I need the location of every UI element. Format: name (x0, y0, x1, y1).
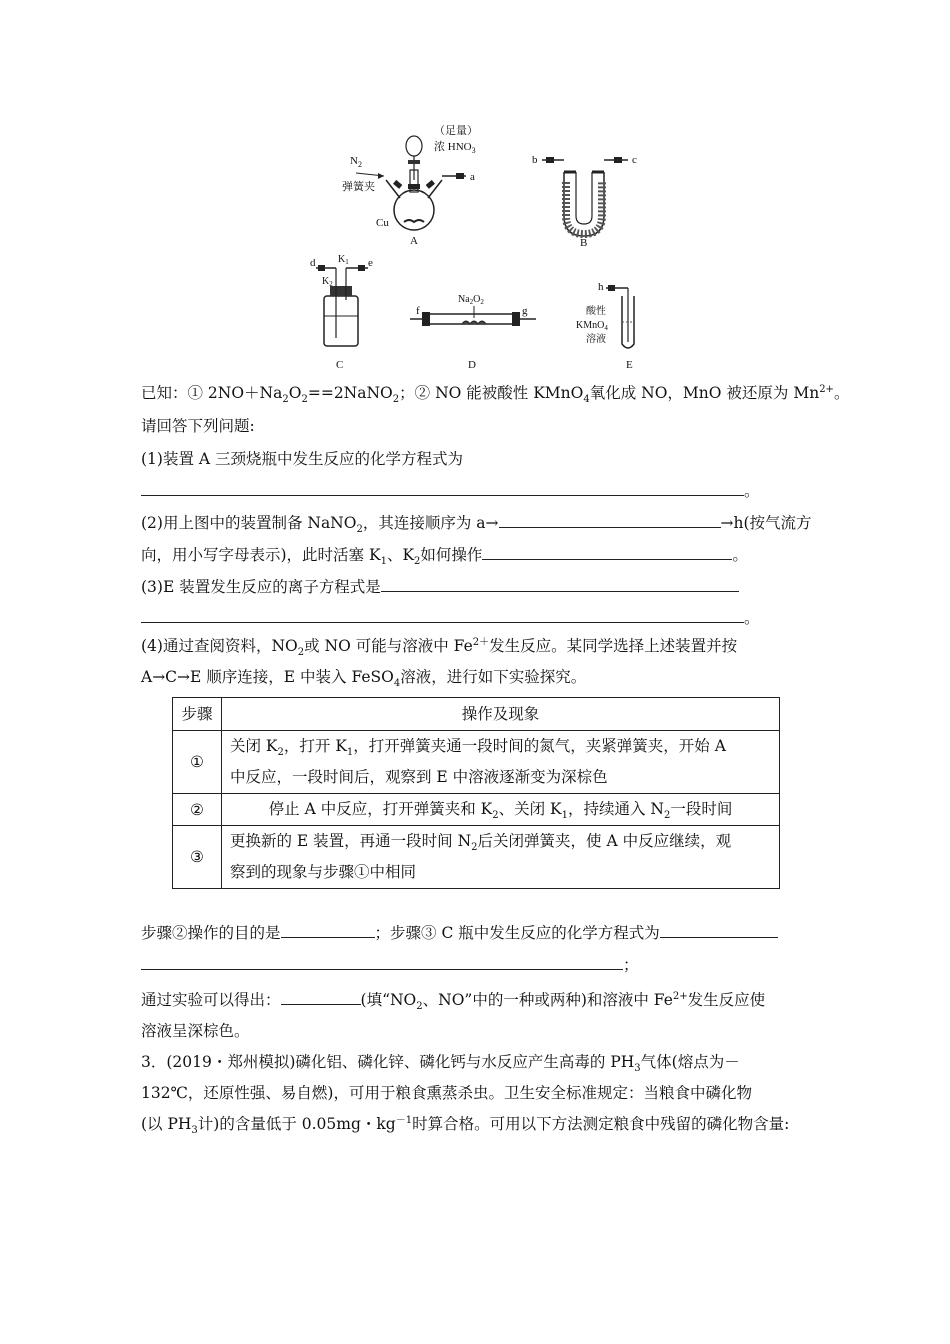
header-step: 步骤 (173, 698, 222, 731)
answer-blank[interactable] (381, 577, 739, 592)
c-k2: $K_2$ (322, 276, 333, 288)
apparatus-d (410, 294, 536, 371)
step-description: 关闭 $K_2$，打开 $K_1$，打开弹簧夹通一段时间的氮气，夹紧弹簧夹，开始 A 中反应，一段时间后，观察到 E 中溶液逐渐变为深棕色 (222, 731, 780, 794)
apparatus-c (310, 254, 373, 371)
c-k1: $K_1$ (338, 254, 349, 266)
step-description: 更换新的 E 装置，再通一段时间 $N_2$后关闭弹簧夹，使 A 中反应继续，观 察到的现象与步骤①中相同 (222, 826, 780, 889)
b-port-c: c (632, 154, 637, 166)
table-row (173, 731, 780, 794)
c-port-d: d (310, 257, 316, 269)
step-number: ① (173, 731, 222, 794)
step-number: ③ (173, 826, 222, 889)
answer-blank[interactable] (499, 513, 721, 528)
answer-blank[interactable] (660, 923, 778, 938)
e-reagent-line1: 酸性 (586, 306, 606, 317)
problem-3-line3: (以 $PH_3$计)的含量低于 0.05mg・$kg^{-1}$时算合格。可用以下方法测定粮食中残留的磷化物含量: (141, 1114, 790, 1137)
question-1-answer-line: 。 (141, 481, 821, 501)
answer-blank[interactable] (141, 608, 744, 623)
e-reagent-line3: 溶液 (586, 334, 606, 345)
known-info: 已知：① $2NO+Na_2O_2==2NaNO_2$；② NO 能被酸性 KMnO$_4$氧化成 NO，MnO 被还原为 $Mn^{2+}$。 (141, 383, 850, 406)
b-port-b: b (532, 154, 538, 166)
apparatus-b (532, 154, 637, 249)
e-reagent-line2: KMnO$_4$ (576, 320, 608, 332)
a-label: A (410, 235, 418, 247)
question-2-line1: (2)用上图中的装置制备 NaNO$_2$，其连接顺序为 a→ →h(按气流方 (141, 514, 812, 536)
question-1: (1)装置 A 三颈烧瓶中发生反应的化学方程式为 (141, 450, 464, 468)
a-note: （足量） (434, 125, 478, 137)
steps-table (172, 697, 780, 889)
conclusion-line2: 溶液呈深棕色。 (141, 1022, 250, 1040)
apparatus-a (342, 124, 478, 247)
a-metal: Cu (376, 217, 389, 229)
equation-answer-line: ； (141, 955, 821, 975)
table-row (173, 794, 780, 826)
apparatus-figure (296, 118, 656, 378)
a-reagent: 浓 $HNO_3$ (434, 141, 476, 155)
question-4-line1: (4)通过查阅资料，$NO_2$或 NO 可能与溶液中 $Fe^{2+}$发生反应。某同学选择上述装置并按 (141, 636, 738, 659)
conclusion-line1: 通过实验可以得出： (填“$NO_2$、NO”中的一种或两种)和溶液中 $Fe^{2+}$发生反应使 (141, 990, 766, 1013)
e-port-h: h (598, 281, 604, 293)
answer-blank[interactable] (141, 955, 623, 970)
a-port: a (470, 171, 475, 183)
apparatus-e (576, 281, 634, 371)
answer-blank[interactable] (281, 990, 361, 1005)
answer-blank[interactable] (141, 481, 744, 496)
d-reagent: $Na_2O_2$ (458, 294, 484, 306)
apparatus-drawing (296, 118, 656, 378)
problem-3-line1: 3．(2019・郑州模拟)磷化铝、磷化锌、磷化钙与水反应产生高毒的 $PH_3$气体(熔点为－ (141, 1053, 740, 1075)
answer-blank[interactable] (281, 923, 375, 938)
prompt: 请回答下列问题: (141, 417, 255, 435)
step-description: 停止 A 中反应，打开弹簧夹和 $K_2$、关闭 $K_1$，持续通入 $N_2$一段时间 (222, 794, 780, 826)
step-number: ② (173, 794, 222, 826)
d-label: D (468, 359, 476, 371)
d-port-g: g (522, 305, 528, 317)
header-operation: 操作及现象 (222, 698, 780, 731)
a-gas: $N_2$ (350, 155, 362, 169)
question-3-answer-line: 。 (141, 608, 821, 628)
table-header-row (173, 698, 780, 731)
question-4-line2: A→C→E 顺序连接，E 中装入 FeSO$_4$溶液，进行如下实验探究。 (141, 668, 587, 690)
question-2-line2: 向，用小写字母表示)，此时活塞 $K_1$、$K_2$如何操作 。 (141, 546, 748, 568)
b-label: B (580, 237, 588, 249)
problem-3-line2: 132℃，还原性强、易自燃)，可用于粮食熏蒸杀虫。卫生安全标准规定：当粮食中磷化物 (141, 1084, 752, 1102)
c-port-e: e (368, 257, 373, 269)
c-label: C (336, 359, 344, 371)
a-clamp: 弹簧夹 (342, 181, 375, 193)
question-3: (3)E 装置发生反应的离子方程式是 (141, 577, 821, 597)
e-label: E (626, 359, 633, 371)
d-port-f: f (416, 305, 420, 317)
answer-blank[interactable] (482, 545, 732, 560)
table-row (173, 826, 780, 889)
step-purpose-line: 步骤②操作的目的是 ；步骤③ C 瓶中发生反应的化学方程式为 (141, 923, 821, 943)
